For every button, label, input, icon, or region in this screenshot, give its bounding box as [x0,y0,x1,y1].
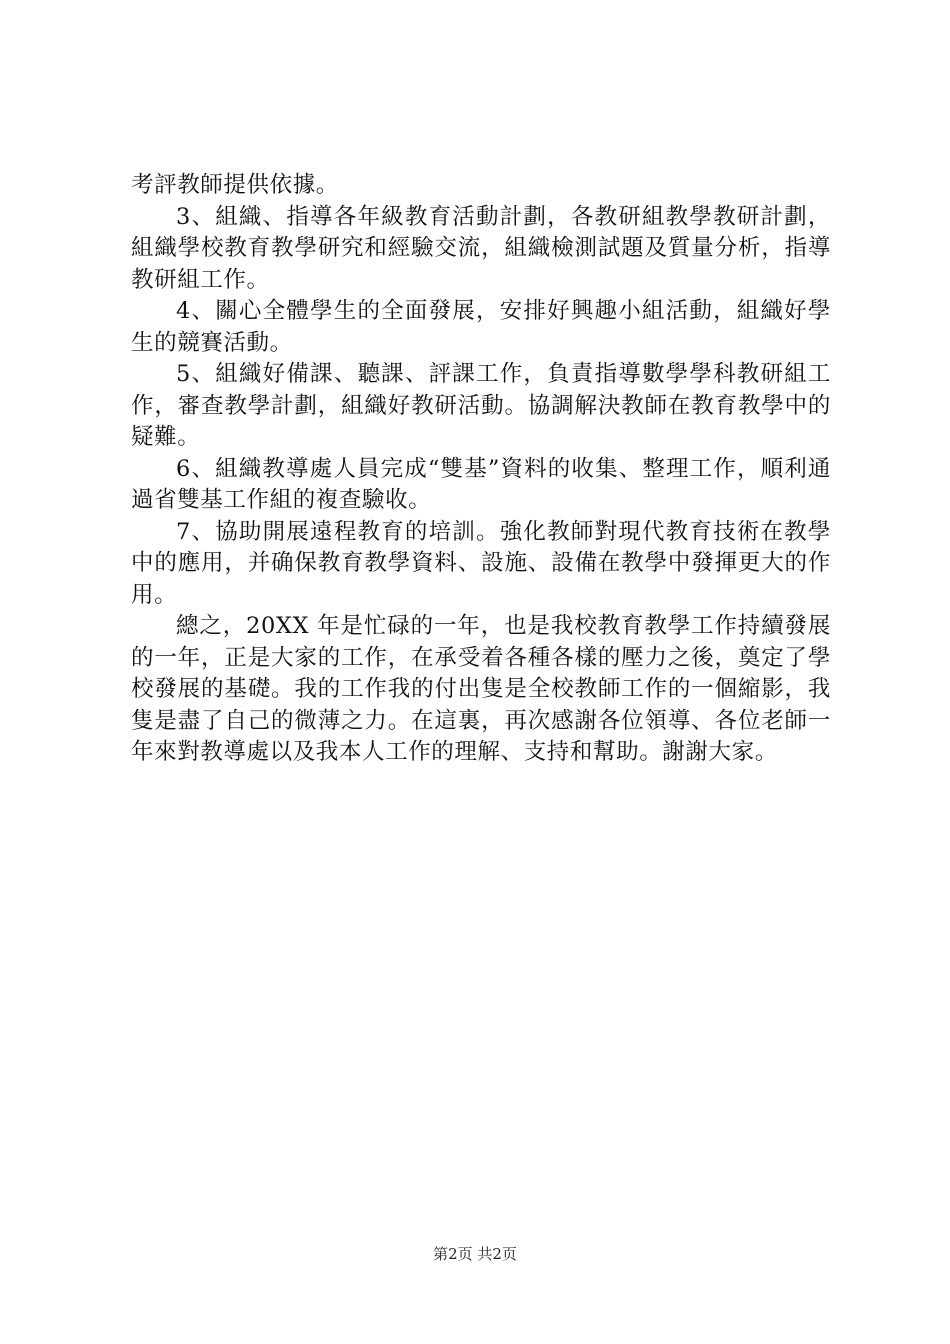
paragraph-item-6: 6、組織教導處人員完成“雙基”資料的收集、整理工作，順利通過省雙基工作組的複查驗收。 [131,455,831,513]
paragraph-item-5: 5、組織好備課、聽課、評課工作，負責指導數學學科教研組工作，審查教學計劃，組織好教研活動。協調解決教師在教育教學中的疑難。 [131,361,831,450]
paragraph-item-4: 4、關心全體學生的全面發展，安排好興趣小組活動，組織好學生的競賽活動。 [131,298,831,356]
paragraph-item-3: 3、組織、指導各年級教育活動計劃，各教研組教學教研計劃，組織學校教育教學研究和經驗交流，組織檢測試題及質量分析，指導教研組工作。 [131,203,831,293]
page-footer [0,1244,950,1264]
page-number-indicator: 第2页 共2页 [433,1245,517,1263]
document-body [131,170,831,769]
paragraph-conclusion: 總之，20XX 年是忙碌的一年，也是我校教育教學工作持續發展的一年，正是大家的工作，在承受着各種各樣的壓力之後，奠定了學校發展的基礎。我的工作我的付出隻是全校教師工作的一個縮影，我隻是盡了自己的微薄之力。在這裏，再次感謝各位領導、各位老師一年來對教導處以及我本人工作的理解、支持和幫助。謝謝大家。 [131,613,831,765]
paragraph-item-7: 7、協助開展遠程教育的培訓。強化教師對現代教育技術在教學中的應用，并确保教育教學資料、設施、設備在教學中發揮更大的作用。 [131,518,831,608]
paragraph-continuation: 考評教師提供依據。 [131,172,339,198]
